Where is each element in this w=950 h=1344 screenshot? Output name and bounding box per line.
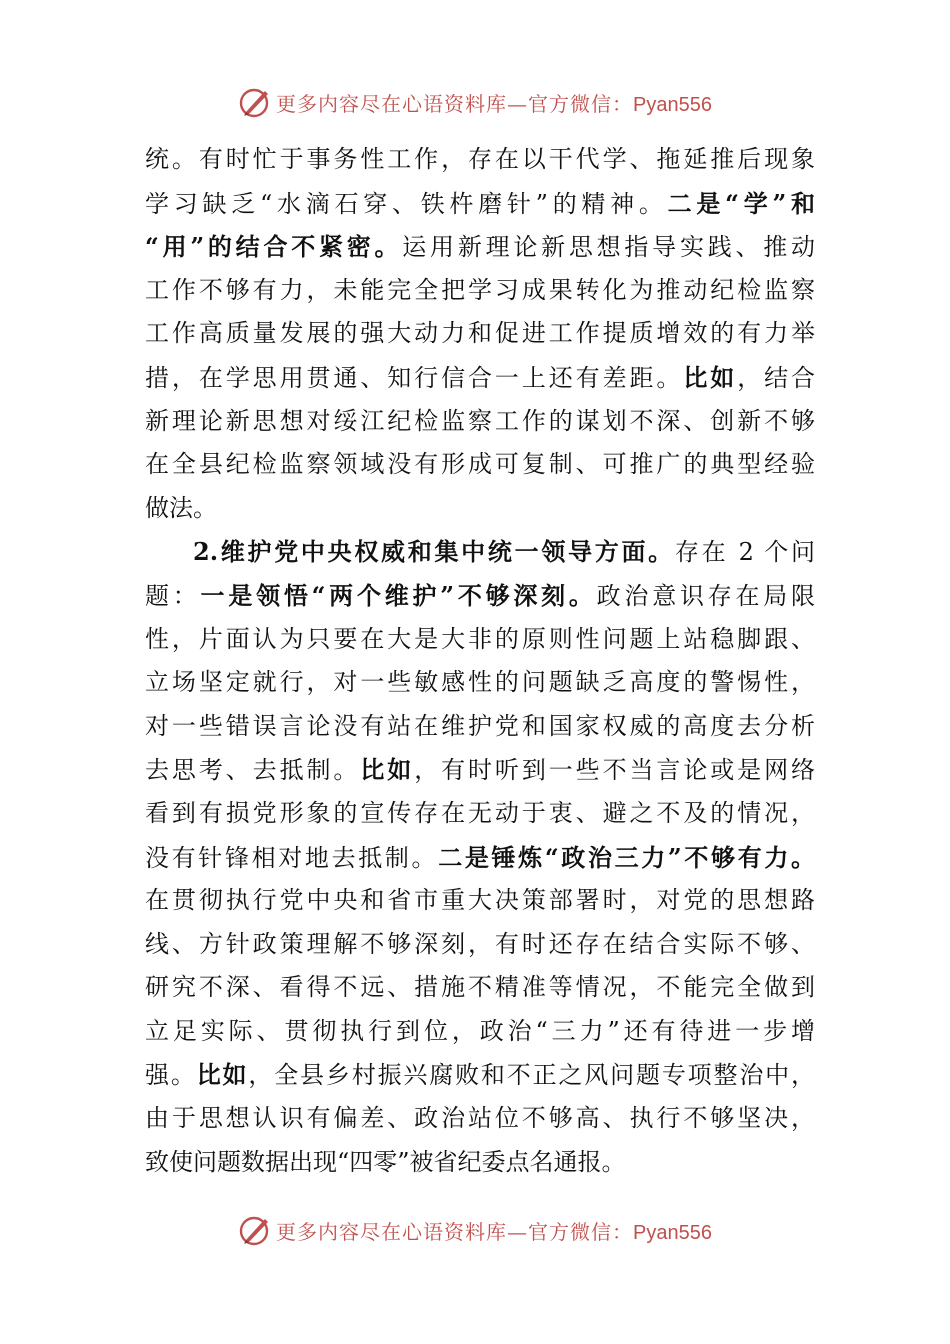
body-text: 强。	[145, 1061, 197, 1090]
text-line	[145, 1010, 815, 1054]
body-text: 性，片面认为只要在大是大非的原则性问题上站稳脚跟、	[145, 624, 815, 653]
text-line	[145, 138, 815, 182]
body-text: 没有针锋相对地去抵制。	[145, 843, 439, 872]
body-text: 工作高质量发展的强大动力和促进工作提质增效的有力举	[145, 319, 815, 348]
body-text: 立足实际、贯彻执行到位，政治“三力”还有待进一步增	[145, 1016, 815, 1045]
text-line	[145, 356, 815, 400]
text-line	[145, 1097, 815, 1141]
text-line	[145, 269, 815, 313]
body-text: 题：	[145, 581, 201, 610]
text-line	[145, 182, 815, 226]
bold-text: 2.维护党中央权威和集中统一领导方面。	[193, 537, 675, 567]
watermark-header	[0, 82, 950, 122]
body-text: 线、方针政策理解不够深刻，有时还存在结合实际不够、	[145, 929, 815, 958]
paragraph	[145, 530, 815, 1184]
body-text: 做法。	[145, 493, 217, 522]
body-text: 看到有损党形象的宣传存在无动于衷、避之不及的情况，	[145, 798, 815, 827]
text-line	[145, 748, 815, 792]
text-line	[145, 1141, 815, 1185]
watermark-text: 更多内容尽在心语资料库—官方微信：Pyan556	[276, 91, 712, 116]
text-line	[145, 879, 815, 923]
text-line	[145, 618, 815, 662]
pen-logo-icon	[238, 85, 272, 119]
bold-text: 一是领悟“两个维护”不够深刻。	[200, 580, 597, 610]
text-line	[145, 661, 815, 705]
body-text: ，有时听到一些不当言论或是网络	[414, 756, 816, 785]
document-body	[145, 138, 815, 1184]
body-text: 政治意识存在局限	[596, 581, 816, 610]
bold-text: 比如	[196, 1060, 249, 1090]
body-text: 运用新理论新思想指导实践、推动	[402, 233, 816, 262]
body-text: 致使问题数据出现“四零”被省纪委点名通报。	[145, 1147, 626, 1176]
bold-text: 比如	[683, 362, 738, 392]
body-text: 新理论新思想对绥江纪检监察工作的谋划不深、创新不够	[145, 406, 815, 435]
text-line	[145, 530, 815, 574]
pen-logo-icon	[238, 1213, 272, 1247]
paragraph	[145, 138, 815, 530]
body-text: 由于思想认识有偏差、政治站位不够高、执行不够坚决，	[145, 1104, 815, 1133]
watermark-footer	[0, 1210, 950, 1250]
text-line	[145, 1053, 815, 1097]
body-text: 对一些错误言论没有站在维护党和国家权威的高度去分析	[145, 711, 815, 740]
body-text: ，结合	[737, 363, 816, 392]
text-line	[145, 966, 815, 1010]
text-line	[145, 574, 815, 618]
body-text: 统。有时忙于事务性工作，存在以干代学、拖延推后现象	[145, 145, 815, 173]
body-text: 工作不够有力，未能完全把学习成果转化为推动纪检监察	[145, 275, 815, 304]
bold-text: 比如	[360, 755, 415, 785]
text-line	[145, 225, 815, 269]
text-line	[145, 400, 815, 444]
body-text: ，全县乡村振兴腐败和不正之风问题专项整治中，	[248, 1061, 816, 1090]
text-line	[145, 312, 815, 356]
bold-text: 二是“学”和	[667, 188, 815, 218]
text-line	[145, 705, 815, 749]
body-text: 存在 2 个问	[674, 538, 816, 567]
body-text: 立场坚定就行，对一些敏感性的问题缺乏高度的警惕性，	[145, 668, 815, 697]
text-line	[145, 836, 815, 880]
body-text: 措，在学思用贯通、知行信合一上还有差距。	[145, 363, 684, 392]
text-line	[145, 923, 815, 967]
bold-text: “用”的结合不紧密。	[145, 232, 403, 262]
watermark-text: 更多内容尽在心语资料库—官方微信：Pyan556	[276, 1219, 712, 1244]
text-line	[145, 792, 815, 836]
body-text: 研究不深、看得不远、措施不精准等情况，不能完全做到	[145, 973, 815, 1002]
body-text: 在全县纪检监察领域没有形成可复制、可推广的典型经验	[145, 450, 815, 479]
text-line	[145, 487, 815, 531]
body-text: 去思考、去抵制。	[145, 756, 361, 785]
body-text: 在贯彻执行党中央和省市重大决策部署时，对党的思想路	[145, 886, 815, 915]
bold-text: 二是锤炼“政治三力”不够有力。	[438, 842, 816, 872]
body-text: 学习缺乏“水滴石穿、铁杵磨针”的精神。	[145, 189, 668, 218]
text-line	[145, 443, 815, 487]
